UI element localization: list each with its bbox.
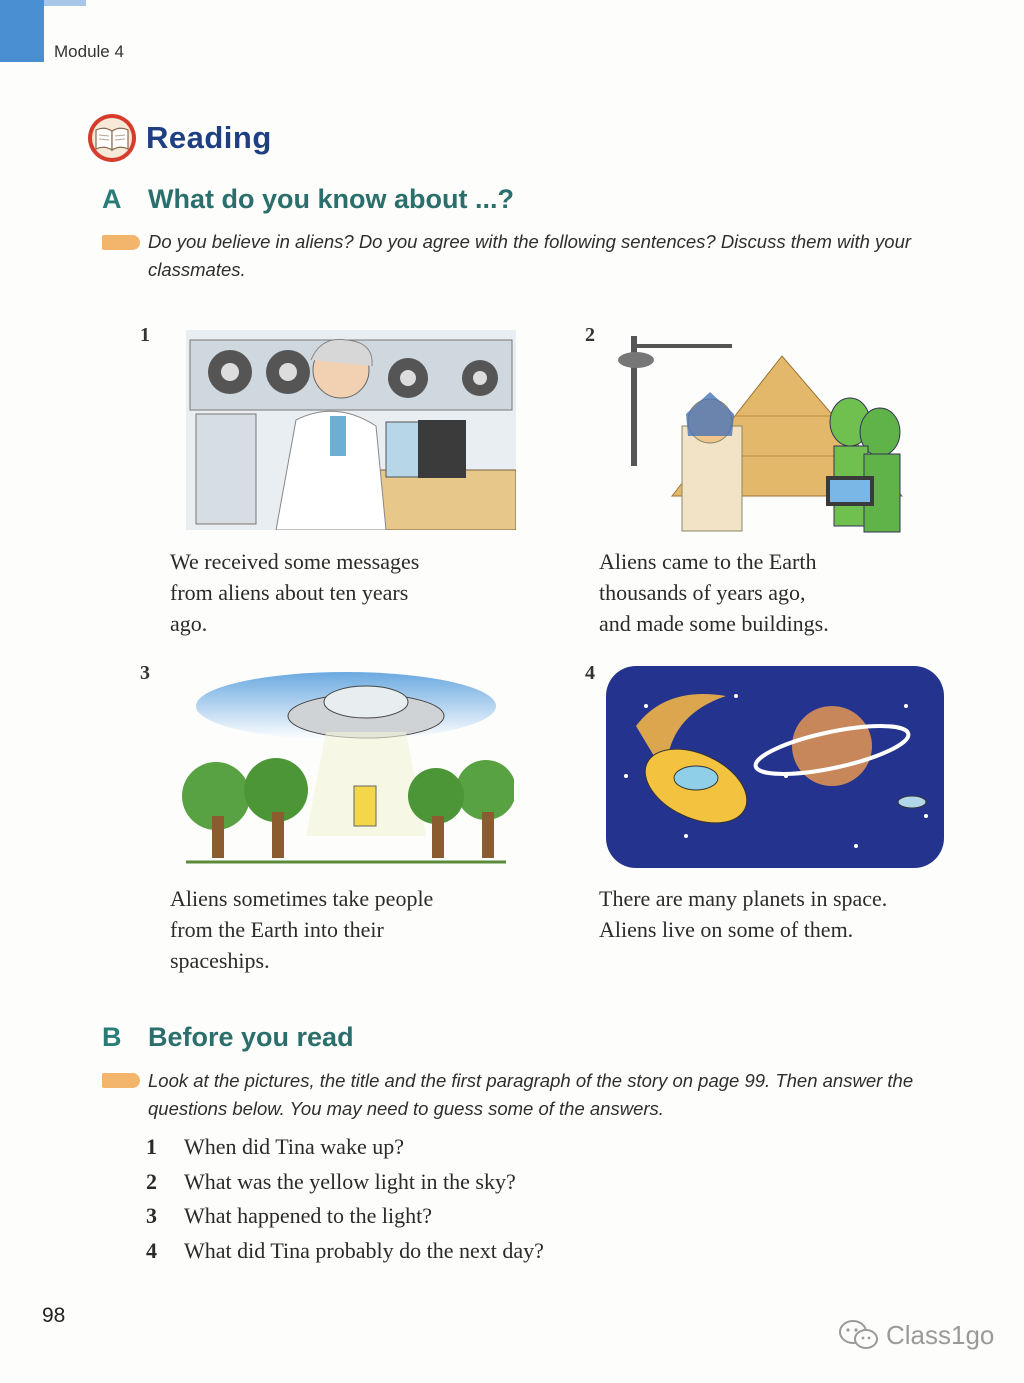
question-text: What was the yellow light in the sky?: [184, 1168, 516, 1194]
module-label: Module 4: [54, 42, 124, 61]
pyramid-aliens-illustration: [612, 326, 922, 536]
section-b-letter: B: [102, 1022, 122, 1052]
open-book-icon: [86, 112, 138, 164]
question-list: [146, 1134, 544, 1272]
watermark-text: Class1go: [886, 1319, 995, 1350]
picture-1-caption: We received some messages from aliens about ten years ago.: [170, 549, 420, 636]
picture-1-number: 1: [140, 324, 150, 346]
picture-4-number: 4: [585, 662, 595, 684]
question-number: 1: [146, 1134, 157, 1159]
list-item: [146, 1134, 544, 1169]
picture-3-number: 3: [140, 662, 150, 684]
question-text: When did Tina wake up?: [184, 1134, 404, 1159]
list-item: [146, 1238, 544, 1273]
section-b-instruction: Look at the pictures, the title and the first paragraph of the story on page 99. Then answer the questions below. You may need to guess some of the answers.: [148, 1070, 914, 1119]
question-number: 4: [146, 1237, 157, 1263]
ufo-abduction-illustration: [176, 666, 514, 866]
picture-2-number: 2: [585, 324, 595, 346]
question-text: What did Tina probably do the next day?: [184, 1237, 544, 1263]
page-number: 98: [42, 1304, 66, 1327]
picture-4-caption: There are many planets in space. Aliens live on some of them.: [599, 886, 888, 942]
question-number: 3: [146, 1203, 157, 1228]
reading-title: Reading: [146, 120, 272, 155]
chat-bubble-icon: [838, 1318, 880, 1352]
corner-tab-accent: [44, 0, 86, 6]
section-a-instruction: Do you believe in aliens? Do you agree with the following sentences? Discuss them with your classmates.: [148, 231, 912, 280]
scientist-illustration: [186, 330, 516, 530]
list-item: [146, 1169, 544, 1204]
picture-2-caption: Aliens came to the Earth thousands of years ago, and made some buildings.: [599, 549, 829, 636]
instruction-bullet-a: [102, 235, 140, 250]
section-b-title: Before you read: [148, 1022, 354, 1052]
space-planets-illustration: [606, 666, 944, 868]
corner-tab: [0, 0, 44, 62]
question-number: 2: [146, 1168, 157, 1194]
list-item: [146, 1203, 544, 1238]
reading-heading: [86, 112, 272, 164]
watermark: [838, 1318, 994, 1352]
section-a-title: What do you know about ...?: [148, 184, 514, 214]
picture-3-caption: Aliens sometimes take people from the Earth into their spaceships.: [170, 886, 434, 973]
section-a-letter: A: [102, 184, 122, 214]
instruction-bullet-b: [102, 1073, 140, 1088]
question-text: What happened to the light?: [184, 1203, 433, 1228]
